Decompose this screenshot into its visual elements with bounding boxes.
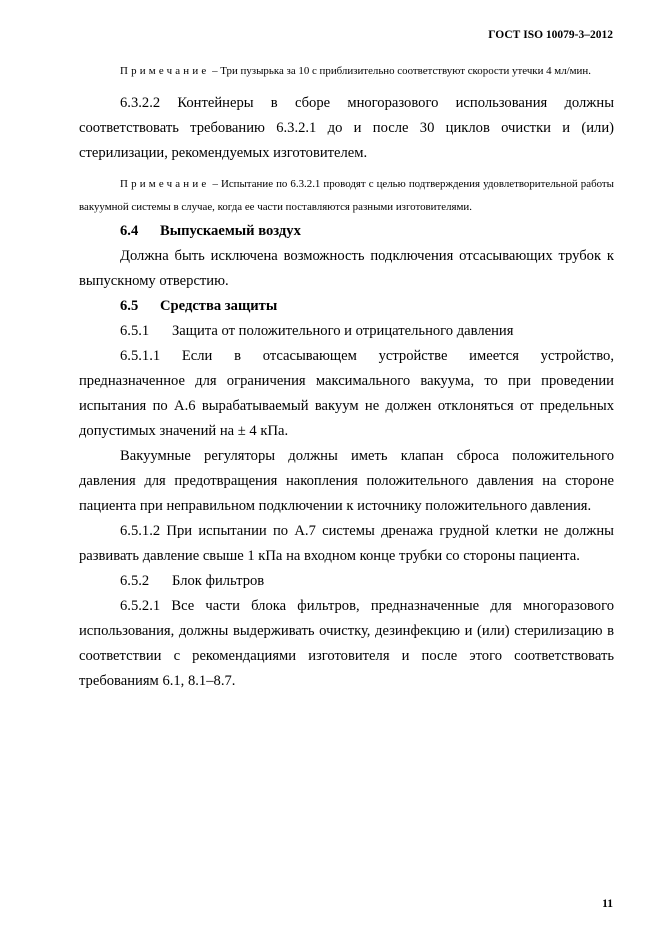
- heading-text: Средства защиты: [160, 298, 278, 314]
- subheading-text: Блок фильтров: [172, 573, 265, 589]
- note-label: Примечание: [120, 65, 210, 77]
- paragraph-6-3-2-2: 6.3.2.2 Контейнеры в сборе многоразового использования должны соответствовать требованию 6.3.2.1 до и после 30 циклов очистки и (или) стерилизации, рекомендуемых изготовителем.: [79, 95, 614, 161]
- heading-number: 6.4: [120, 223, 139, 239]
- note-2-text: – Испытание по 6.3.2.1 проводят с целью подтверждения удовлетворительной работы вакуумной системы в случае, когда ее части поставляются разными изготовителями.: [79, 178, 614, 213]
- subheading-number: 6.5.2: [120, 573, 150, 589]
- heading-number: 6.5: [120, 298, 139, 314]
- subheading-6-5-2: [79, 569, 614, 594]
- heading-6-5: [79, 294, 614, 319]
- note-1-text: – Три пузырька за 10 с приблизительно соответствуют скорости утечки 4 мл/мин.: [209, 65, 591, 77]
- note-2: [79, 173, 614, 219]
- note-1: [79, 60, 614, 83]
- heading-6-4: [79, 219, 614, 244]
- paragraph-vacuum-regulators: Вакуумные регуляторы должны иметь клапан сброса положительного давления для предотвращения накопления положительного давления на стороне пациента при неправильном подключении к источнику положительного давления.: [79, 448, 614, 514]
- subheading-number: 6.5.1: [120, 323, 150, 339]
- page-number: 11: [602, 898, 613, 910]
- page-content: [79, 60, 614, 694]
- paragraph-6-5-1-2: 6.5.1.2 При испытании по А.7 системы дренажа грудной клетки не должны развивать давление свыше 1 кПа на входном конце трубки со стороны пациента.: [79, 523, 614, 564]
- page-header: ГОСТ ISO 10079-3–2012: [488, 29, 613, 41]
- paragraph-6-5-2-1: 6.5.2.1 Все части блока фильтров, предназначенные для многоразового использования, должны выдерживать очистку, дезинфекцию и (или) стерилизацию в соответствии с рекомендациями изготовителя и после этого соответствовать требованиям 6.1, 8.1–8.7.: [79, 598, 614, 689]
- paragraph-6-4: Должна быть исключена возможность подключения отсасывающих трубок к выпускному отверстию.: [79, 248, 614, 289]
- heading-text: Выпускаемый воздух: [160, 223, 301, 239]
- note-label: Примечание: [120, 178, 210, 190]
- subheading-text: Защита от положительного и отрицательного давления: [172, 323, 514, 339]
- subheading-6-5-1: [79, 319, 614, 344]
- paragraph-6-5-1-1: 6.5.1.1 Если в отсасывающем устройстве имеется устройство, предназначенное для ограничения максимального вакуума, то при проведении испытания по А.6 вырабатываемый вакуум не должен отклоняться от предельных допустимых значений на ± 4 кПа.: [79, 348, 614, 439]
